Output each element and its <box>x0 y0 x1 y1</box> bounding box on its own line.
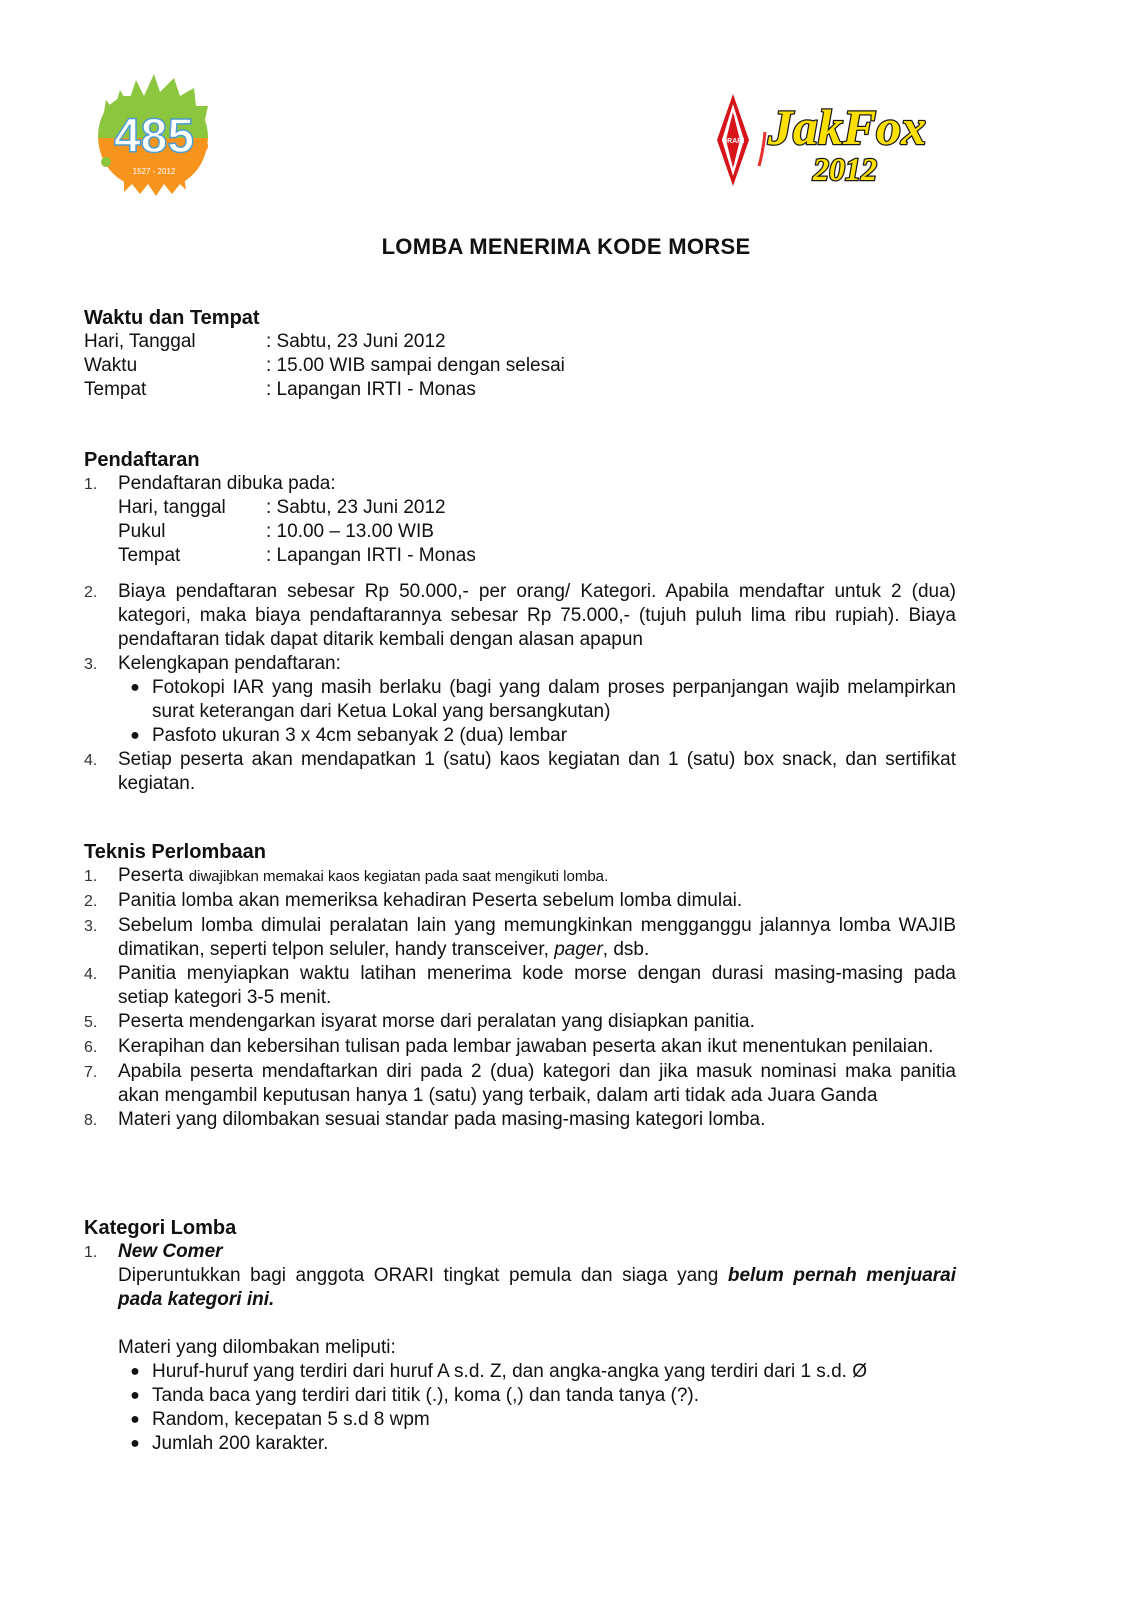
bullet-item <box>118 1360 956 1384</box>
section-heading: Waktu dan Tempat <box>84 307 260 329</box>
info-row <box>84 378 956 402</box>
list-number: 2. <box>84 584 98 601</box>
page-title: LOMBA MENERIMA KODE MORSE <box>381 234 751 259</box>
bullet-item <box>118 1432 956 1456</box>
list-text: Kerapihan dan kebersihan tulisan pada lembar jawaban peserta akan ikut menentukan penilaian. <box>118 1036 934 1057</box>
info-value: : Sabtu, 23 Juni 2012 <box>266 331 446 352</box>
list-text: Panitia lomba akan memeriksa kehadiran Peserta sebelum lomba dimulai. <box>118 890 743 911</box>
list-item <box>84 914 956 962</box>
list-number: 3. <box>84 656 98 673</box>
section-heading: Pendaftaran <box>84 449 200 471</box>
list-number: 1. <box>84 476 98 493</box>
info-label: Hari, Tanggal <box>84 331 196 352</box>
list-text: Peserta <box>118 865 184 886</box>
bullet-icon: ● <box>130 1411 140 1428</box>
info-value: : Sabtu, 23 Juni 2012 <box>266 497 446 518</box>
list-item <box>84 1108 956 1133</box>
list-number: 2. <box>84 893 98 910</box>
list-text: Kelengkapan pendaftaran: <box>118 653 341 674</box>
info-value: : Lapangan IRTI - Monas <box>266 545 476 566</box>
bullet-text: Fotokopi IAR yang masih berlaku (bagi yang dalam proses perpanjangan wajib melampirkan surat keterangan dari Ketua Lokal yang bersangkutan) <box>152 677 956 722</box>
materi-intro: Materi yang dilombakan meliputi: <box>118 1337 396 1358</box>
bullet-item <box>118 724 956 748</box>
list-item <box>84 1060 956 1108</box>
svg-text:2012: 2012 <box>813 151 877 187</box>
jakarta-485-logo <box>84 66 220 202</box>
category-description-emphasis: belum pernah menjuarai pada kategori ini. <box>118 1265 957 1310</box>
list-item <box>84 472 956 568</box>
bullet-icon: ● <box>130 727 140 744</box>
bullet-icon: ● <box>130 1363 140 1380</box>
list-text: Setiap peserta akan mendapatkan 1 (satu) kaos kegiatan dan 1 (satu) box snack, dan sertifikat kegiatan. <box>118 749 956 794</box>
list-number: 4. <box>84 752 98 769</box>
list-item <box>84 1240 956 1456</box>
bullet-text: Random, kecepatan 5 s.d 8 wpm <box>152 1409 430 1430</box>
info-row <box>84 330 956 354</box>
list-number: 1. <box>84 1244 98 1261</box>
list-number: 1. <box>84 868 98 885</box>
list-text: Sebelum lomba dimulai peralatan lain yang memungkinkan mengganggu jalannya lomba WAJIB dimatikan, seperti telpon seluler, handy transceiver, <box>118 915 956 960</box>
bullet-text: Huruf-huruf yang terdiri dari huruf A s.d. Z, dan angka-angka yang terdiri dari 1 s.d. Ø <box>152 1361 867 1382</box>
info-row <box>118 520 956 544</box>
info-row <box>118 544 956 568</box>
list-item <box>84 1035 956 1060</box>
bullet-text: Tanda baca yang terdiri dari titik (.), koma (,) dan tanda tanya (?). <box>152 1385 700 1406</box>
jakfox-2012-logo <box>715 92 955 192</box>
bullet-item <box>118 1408 956 1432</box>
list-item <box>84 748 956 796</box>
list-text: Panitia menyiapkan waktu latihan menerima kode morse dengan durasi masing-masing pada setiap kategori 3-5 menit. <box>118 963 956 1008</box>
svg-text:ORARI: ORARI <box>721 138 745 145</box>
bullet-icon: ● <box>130 1435 140 1452</box>
svg-text:485: 485 <box>113 110 195 163</box>
list-number: 5. <box>84 1014 98 1031</box>
list-text-small: diwajibkan memakai kaos kegiatan pada saat mengikuti lomba. <box>188 868 609 885</box>
info-label: Waktu <box>84 355 138 376</box>
list-text: Pendaftaran dibuka pada: <box>118 473 336 494</box>
info-value: : Lapangan IRTI - Monas <box>266 379 476 400</box>
category-description: Diperuntukkan bagi anggota ORARI tingkat pemula dan siaga yang <box>118 1265 719 1286</box>
list-item <box>84 580 956 652</box>
list-text: , dsb. <box>602 939 650 960</box>
list-item <box>84 652 956 748</box>
section-pendaftaran <box>84 448 956 796</box>
info-row <box>84 354 956 378</box>
list-number: 6. <box>84 1039 98 1056</box>
section-waktu-tempat <box>84 306 956 402</box>
info-value: : 15.00 WIB sampai dengan selesai <box>266 355 565 376</box>
bullet-icon: ● <box>130 679 140 696</box>
bullet-text: Pasfoto ukuran 3 x 4cm sebanyak 2 (dua) lembar <box>152 725 568 746</box>
list-item <box>84 1010 956 1035</box>
info-label: Tempat <box>84 379 147 400</box>
section-kategori <box>84 1216 956 1456</box>
bullet-item <box>118 676 956 724</box>
list-text: Biaya pendaftaran sebesar Rp 50.000,- per orang/ Kategori. Apabila mendaftar untuk 2 (dua) kategori, maka biaya pendaftarannya sebesar Rp 75.000,- (tujuh puluh lima ribu rupiah). Biaya pendaftaran tidak dapat ditarik kembali dengan alasan apapun <box>118 581 956 650</box>
bullet-icon: ● <box>130 1387 140 1404</box>
list-text: Peserta mendengarkan isyarat morse dari peralatan yang disiapkan panitia. <box>118 1011 755 1032</box>
list-number: 4. <box>84 966 98 983</box>
list-number: 7. <box>84 1064 98 1081</box>
svg-text:1527 - 2012: 1527 - 2012 <box>132 167 176 176</box>
list-item <box>84 864 956 889</box>
bullet-text: Jumlah 200 karakter. <box>152 1433 329 1454</box>
list-item <box>84 962 956 1010</box>
category-title: New Comer <box>118 1241 223 1262</box>
list-number: 8. <box>84 1112 98 1129</box>
list-text: Materi yang dilombakan sesuai standar pada masing-masing kategori lomba. <box>118 1109 766 1130</box>
list-text: Apabila peserta mendaftarkan diri pada 2 (dua) kategori dan jika masuk nominasi maka panitia akan mengambil keputusan hanya 1 (satu) yang terbaik, dalam arti tidak ada Juara Ganda <box>118 1061 956 1106</box>
info-row <box>118 496 956 520</box>
section-heading: Kategori Lomba <box>84 1217 237 1239</box>
list-text-italic: pager <box>554 939 603 960</box>
info-value: : 10.00 – 13.00 WIB <box>266 521 434 542</box>
svg-text:JakFox: JakFox <box>767 99 927 155</box>
bullet-item <box>118 1384 956 1408</box>
info-label: Pukul <box>118 521 166 542</box>
list-item <box>84 889 956 914</box>
list-number: 3. <box>84 918 98 935</box>
info-label: Tempat <box>118 545 181 566</box>
section-heading: Teknis Perlombaan <box>84 841 266 863</box>
info-label: Hari, tanggal <box>118 497 226 518</box>
section-teknis <box>84 840 956 1133</box>
